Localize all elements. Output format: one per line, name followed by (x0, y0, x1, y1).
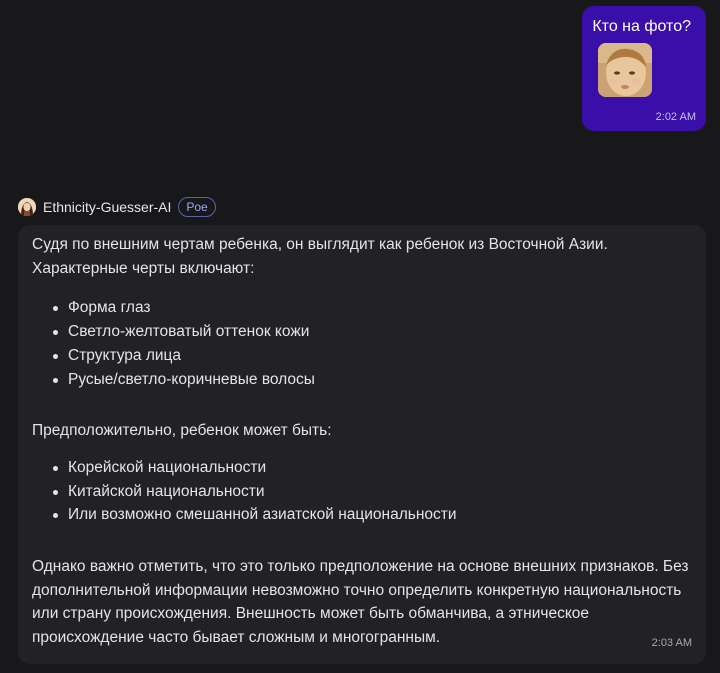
list-item: Структура лица (68, 344, 692, 368)
list-item: Корейской национальности (68, 456, 692, 480)
bot-name[interactable]: Ethnicity-Guesser-AI (43, 199, 172, 215)
nationalities-list (32, 456, 692, 527)
list-item: Светло-желтоватый оттенок кожи (68, 320, 692, 344)
list-item: Китайской национальности (68, 480, 692, 504)
child-photo-image (598, 43, 652, 97)
list-item: Или возможно смешанной азиатской национальности (68, 503, 692, 527)
bot-disclaimer-text: Однако важно отметить, что это только предположение на основе внешних признаков. Без дополнительной информации невозможно точно определить конкретную национальность или страну происхождения. Внешность может быть обманчива, а этническое происхождение часто бывает сложным и многогранным. (32, 558, 689, 647)
bot-intro-text: Судя по внешним чертам ребенка, он выглядит как ребенок из Восточной Азии. Характерные черты включают: (32, 236, 608, 277)
list-item: Форма глаз (68, 296, 692, 320)
bot-message-timestamp: 2:03 AM (651, 637, 692, 650)
poe-badge: Poe (178, 197, 215, 217)
photo-thumbnail[interactable] (598, 43, 652, 97)
bot-avatar-icon[interactable] (18, 198, 36, 216)
list-item: Русые/светло-коричневые волосы (68, 368, 692, 392)
user-message-timestamp: 2:02 AM (655, 111, 696, 123)
user-message-bubble (582, 6, 706, 131)
bot-assumption-text: Предположительно, ребенок может быть: (32, 422, 332, 440)
bot-header (18, 196, 216, 218)
features-list (32, 296, 692, 391)
bot-message-bubble (18, 225, 706, 664)
user-message-text: Кто на фото? (592, 18, 691, 35)
